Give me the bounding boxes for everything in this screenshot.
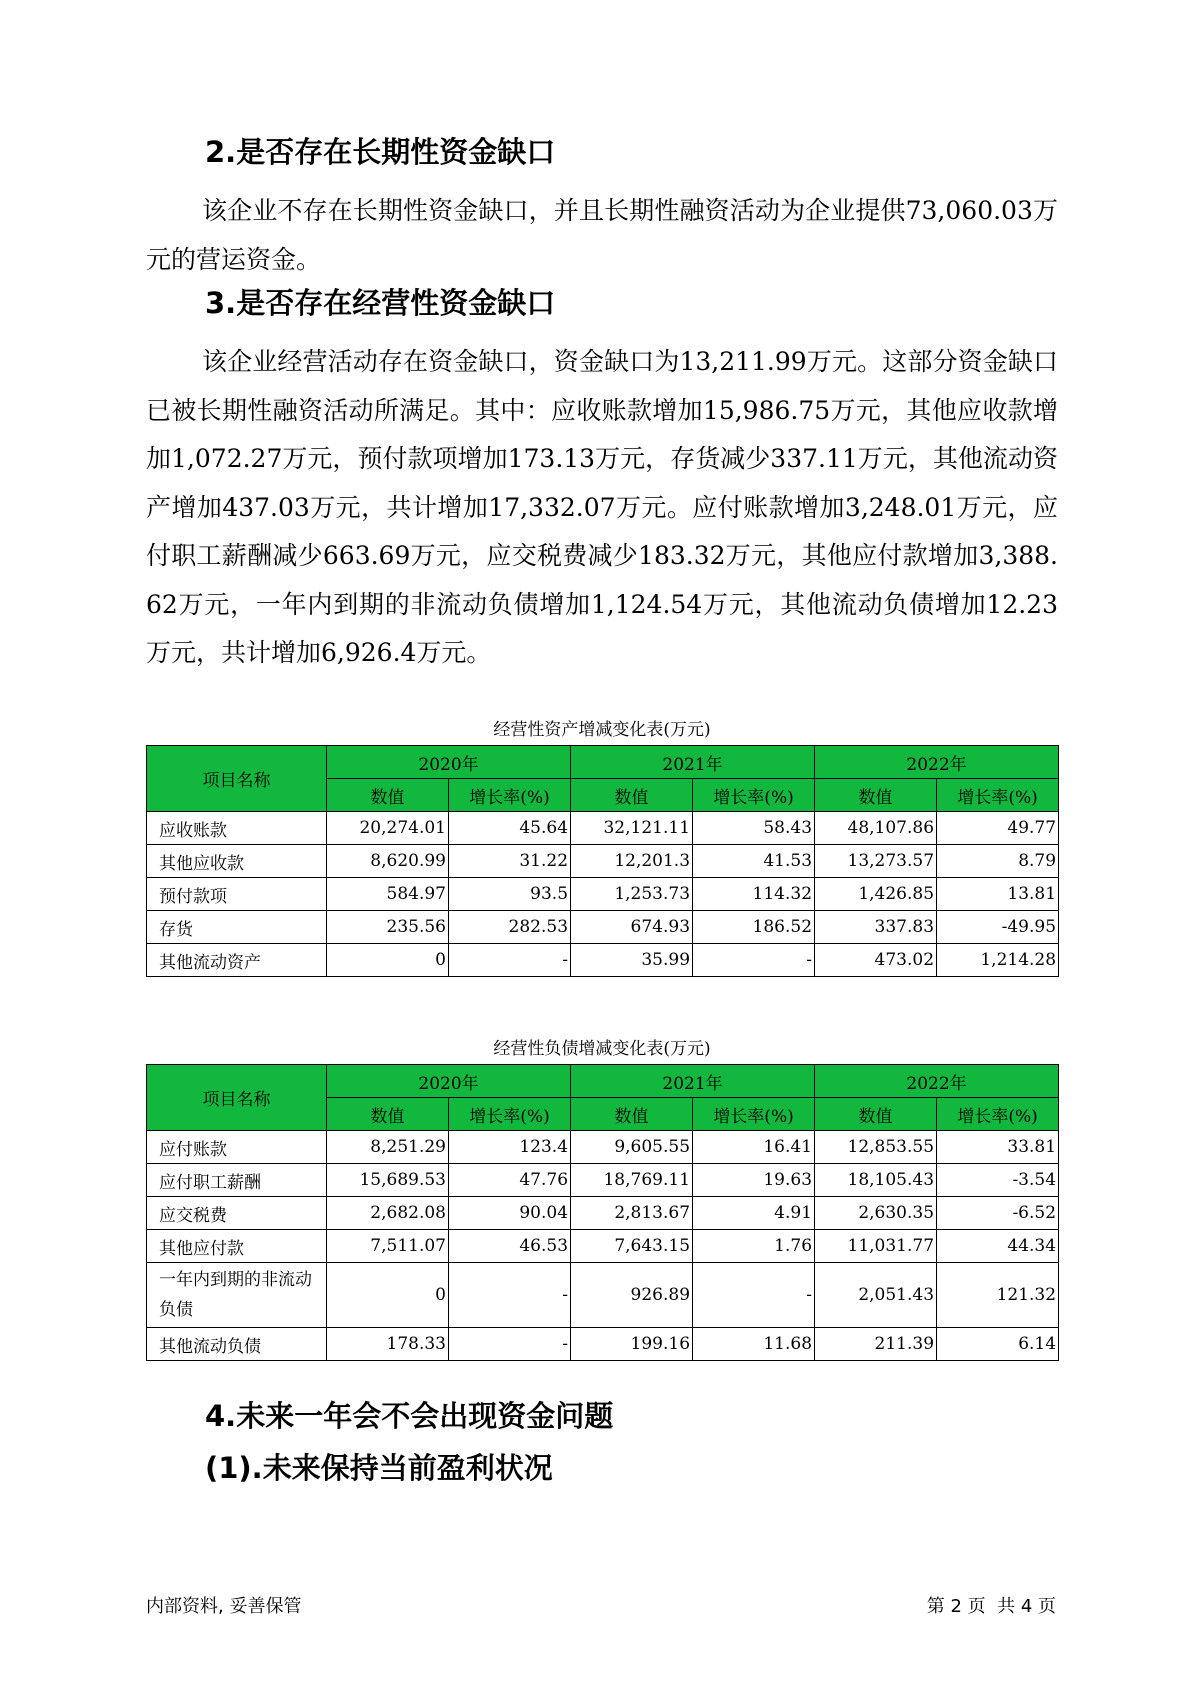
table-cell: 12,853.55: [815, 1131, 937, 1164]
header-value: 数值: [327, 779, 449, 812]
table-cell: 44.34: [937, 1230, 1059, 1263]
table-cell: 13,273.57: [815, 845, 937, 878]
table-cell: 35.99: [571, 944, 693, 977]
table-cell: 15,689.53: [327, 1164, 449, 1197]
table-cell: 6.14: [937, 1328, 1059, 1361]
row-label: 应收账款: [147, 812, 327, 845]
table-cell: 7,643.15: [571, 1230, 693, 1263]
section-2-heading: 2.是否存在长期性资金缺口: [205, 135, 556, 169]
table-caption-liabilities: 经营性负债增减变化表(万元): [493, 1039, 711, 1059]
table-row: [147, 944, 1059, 977]
table-cell: 45.64: [449, 812, 571, 845]
table-cell: 2,630.35: [815, 1197, 937, 1230]
table-cell: 2,682.08: [327, 1197, 449, 1230]
table-cell: 1,214.28: [937, 944, 1059, 977]
table-row: [147, 845, 1059, 878]
table-cell: 1,426.85: [815, 878, 937, 911]
row-label: 存货: [147, 911, 327, 944]
table-cell: 18,769.11: [571, 1164, 693, 1197]
header-growth: 增长率(%): [937, 779, 1059, 812]
table-cell: 186.52: [693, 911, 815, 944]
table-cell: 121.32: [937, 1263, 1059, 1328]
table-row: [147, 812, 1059, 845]
table-caption-assets: 经营性资产增减变化表(万元): [493, 720, 711, 740]
table-cell: -3.54: [937, 1164, 1059, 1197]
row-label: 一年内到期的非流动负债: [147, 1263, 327, 1328]
header-value: 数值: [327, 1098, 449, 1131]
table-cell: 337.83: [815, 911, 937, 944]
table-cell: 584.97: [327, 878, 449, 911]
table-cell: 11,031.77: [815, 1230, 937, 1263]
table-cell: 114.32: [693, 878, 815, 911]
table-cell: 49.77: [937, 812, 1059, 845]
table-cell: 473.02: [815, 944, 937, 977]
row-label: 其他流动资产: [147, 944, 327, 977]
table-cell: 41.53: [693, 845, 815, 878]
table-cell: 211.39: [815, 1328, 937, 1361]
row-label: 预付款项: [147, 878, 327, 911]
table-cell: -6.52: [937, 1197, 1059, 1230]
table-cell: 93.5: [449, 878, 571, 911]
table-cell: 4.91: [693, 1197, 815, 1230]
header-growth: 增长率(%): [937, 1098, 1059, 1131]
table-cell: 11.68: [693, 1328, 815, 1361]
header-value: 数值: [815, 779, 937, 812]
table-row: [147, 1263, 1059, 1328]
table-cell: 1.76: [693, 1230, 815, 1263]
row-label: 应付账款: [147, 1131, 327, 1164]
table-cell: 18,105.43: [815, 1164, 937, 1197]
table-row: [147, 1131, 1059, 1164]
table-cell: -49.95: [937, 911, 1059, 944]
header-value: 数值: [571, 1098, 693, 1131]
row-label: 其他流动负债: [147, 1328, 327, 1361]
table-cell: 2,813.67: [571, 1197, 693, 1230]
header-year: 2020年: [327, 1065, 571, 1098]
table-cell: 58.43: [693, 812, 815, 845]
header-growth: 增长率(%): [449, 1098, 571, 1131]
table-cell: -: [693, 944, 815, 977]
table-cell: 32,121.11: [571, 812, 693, 845]
table-row: [147, 1230, 1059, 1263]
table-cell: 9,605.55: [571, 1131, 693, 1164]
header-year: 2020年: [327, 746, 571, 779]
row-label: 应交税费: [147, 1197, 327, 1230]
table-cell: 19.63: [693, 1164, 815, 1197]
table-cell: 48,107.86: [815, 812, 937, 845]
table-row: [147, 1328, 1059, 1361]
header-year: 2021年: [571, 1065, 815, 1098]
table-cell: 235.56: [327, 911, 449, 944]
table-cell: 90.04: [449, 1197, 571, 1230]
table-row: [147, 1164, 1059, 1197]
table-cell: 13.81: [937, 878, 1059, 911]
table-cell: 282.53: [449, 911, 571, 944]
table-cell: 8.79: [937, 845, 1059, 878]
section-3-paragraph: 该企业经营活动存在资金缺口，资金缺口为13,211.99万元。这部分资金缺口已被长期性融资活动所满足。其中：应收账款增加15,986.75万元，其他应收款增加1,072.27万元，预付款项增加173.13万元，存货减少337.11万元，其他流动资产增加437.03万元，共计增加17,332.07万元。应付账款增加3,248.01万元，应付职工薪酬减少663.69万元，应交税费减少183.32万元，其他应付款增加3,388.62万元，一年内到期的非流动负债增加1,124.54万元，其他流动负债增加12.23万元，共计增加6,926.4万元。: [146, 347, 1058, 667]
table-cell: 123.4: [449, 1131, 571, 1164]
footer-confidential-note: 内部资料, 妥善保管: [146, 1596, 302, 1617]
header-item-name: 项目名称: [147, 746, 327, 812]
header-growth: 增长率(%): [693, 1098, 815, 1131]
table-cell: 1,253.73: [571, 878, 693, 911]
row-label: 其他应收款: [147, 845, 327, 878]
table-cell: -: [449, 1328, 571, 1361]
table-row: [147, 1197, 1059, 1230]
table-cell: 0: [327, 1263, 449, 1328]
table-cell: 12,201.3: [571, 845, 693, 878]
header-growth: 增长率(%): [693, 779, 815, 812]
table-cell: 16.41: [693, 1131, 815, 1164]
header-year: 2021年: [571, 746, 815, 779]
operating-assets-table: [146, 745, 1059, 977]
table-cell: 199.16: [571, 1328, 693, 1361]
row-label: 其他应付款: [147, 1230, 327, 1263]
table-cell: 47.76: [449, 1164, 571, 1197]
table-cell: 8,620.99: [327, 845, 449, 878]
row-label: 应付职工薪酬: [147, 1164, 327, 1197]
section-4-1-heading: (1).未来保持当前盈利状况: [205, 1451, 553, 1485]
table-cell: -: [449, 944, 571, 977]
header-item-name: 项目名称: [147, 1065, 327, 1131]
footer-page-number: 第 2 页 共 4 页: [926, 1596, 1056, 1617]
header-value: 数值: [815, 1098, 937, 1131]
table-cell: 31.22: [449, 845, 571, 878]
header-year: 2022年: [815, 746, 1059, 779]
table-cell: -: [693, 1263, 815, 1328]
table-cell: 2,051.43: [815, 1263, 937, 1328]
table-row: [147, 878, 1059, 911]
operating-liabilities-table: [146, 1064, 1059, 1361]
table-cell: 926.89: [571, 1263, 693, 1328]
section-2-paragraph: 该企业不存在长期性资金缺口，并且长期性融资活动为企业提供73,060.03万元的营运资金。: [146, 196, 1058, 274]
header-year: 2022年: [815, 1065, 1059, 1098]
header-value: 数值: [571, 779, 693, 812]
table-cell: 674.93: [571, 911, 693, 944]
table-cell: 20,274.01: [327, 812, 449, 845]
table-cell: 33.81: [937, 1131, 1059, 1164]
table-cell: 46.53: [449, 1230, 571, 1263]
table-row: [147, 911, 1059, 944]
section-3-heading: 3.是否存在经营性资金缺口: [205, 286, 556, 320]
table-cell: -: [449, 1263, 571, 1328]
table-cell: 8,251.29: [327, 1131, 449, 1164]
table-cell: 178.33: [327, 1328, 449, 1361]
table-cell: 0: [327, 944, 449, 977]
table-cell: 7,511.07: [327, 1230, 449, 1263]
section-4-heading: 4.未来一年会不会出现资金问题: [205, 1399, 614, 1433]
header-growth: 增长率(%): [449, 779, 571, 812]
